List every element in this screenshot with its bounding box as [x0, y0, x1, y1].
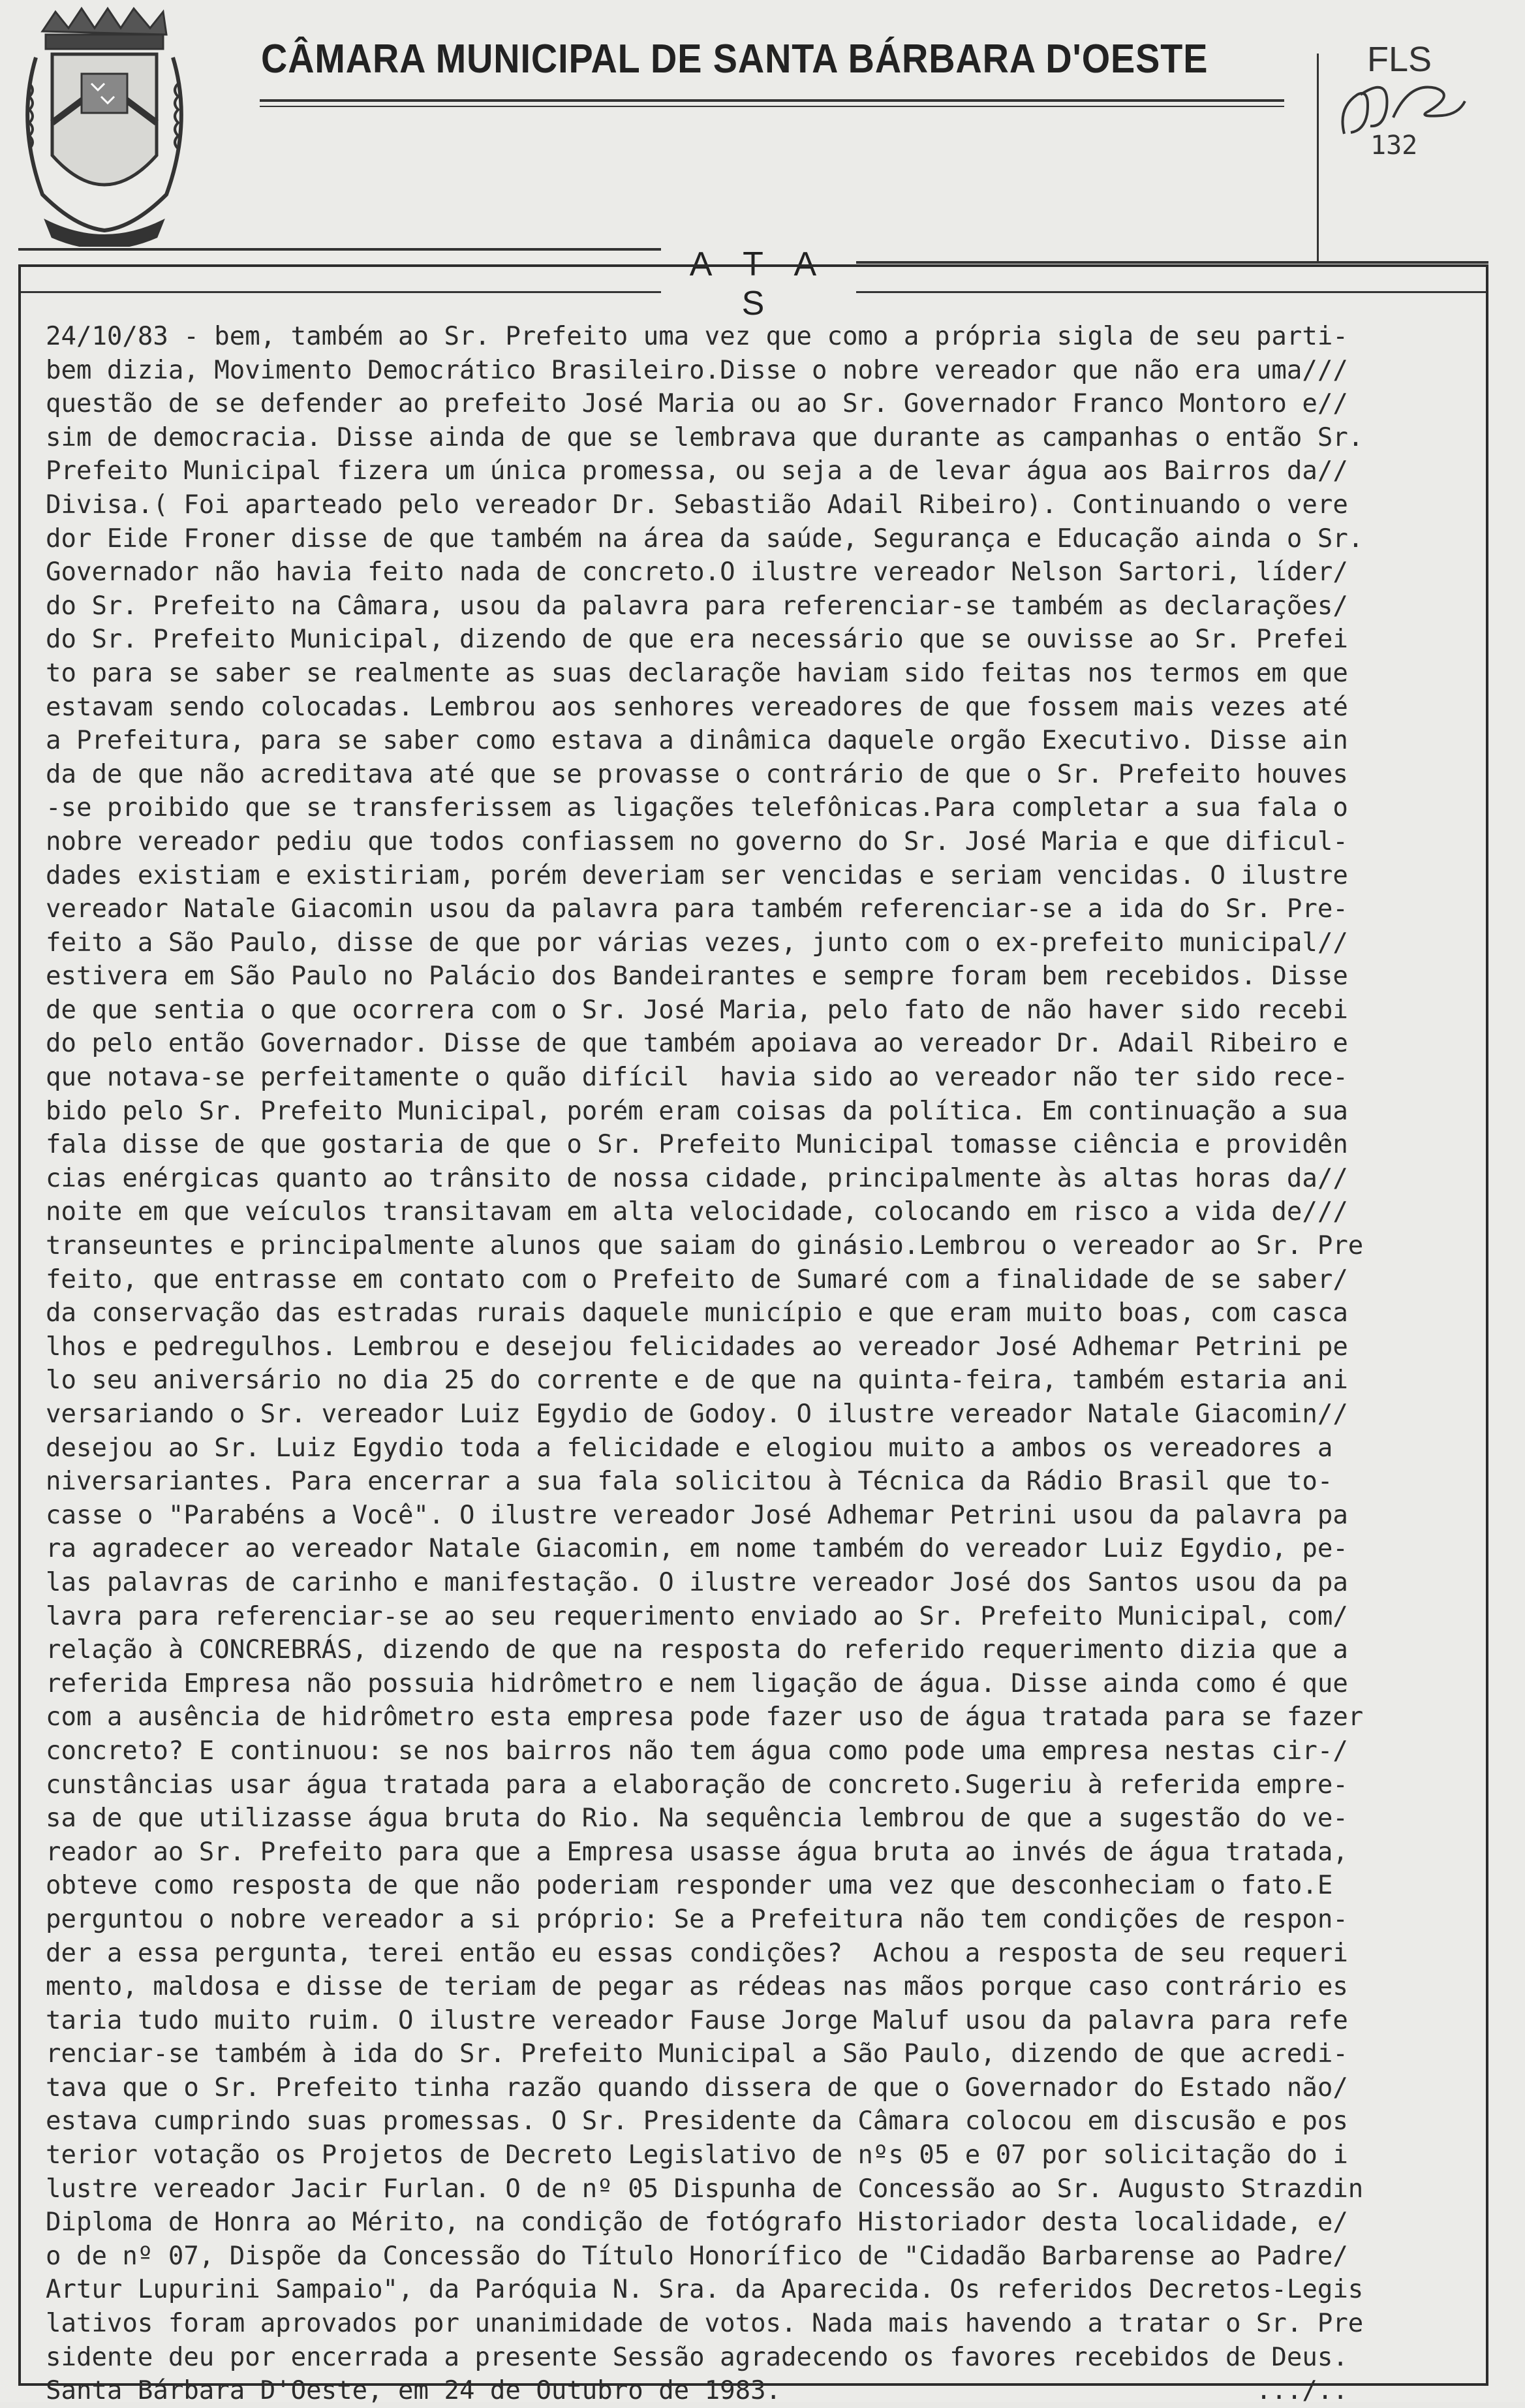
text-line: transeuntes e principalmente alunos que saiam do ginásio.Lembrou o vereador ao Sr. Pre [46, 1231, 1364, 1261]
text-line: niversariantes. Para encerrar a sua fala solicitou à Técnica da Rádio Brasil que to- [46, 1467, 1333, 1497]
text-line: o de nº 07, Dispõe da Concessão do Título Honorífico de "Cidadão Barbarense ao Padre/ [46, 2241, 1348, 2271]
text-line: lo seu aniversário no dia 25 do corrente e de que na quinta-feira, também estaria ani [46, 1366, 1348, 1396]
text-line: feito a São Paulo, disse de que por várias vezes, junto com o ex-prefeito municipal// [46, 928, 1348, 958]
text-line: sidente deu por encerrada a presente Sessão agradecendo os favores recebidos de Deus. [46, 2342, 1348, 2372]
text-line: Prefeito Municipal fizera um única promessa, ou seja a de levar água aos Bairros da// [46, 456, 1348, 486]
text-line: referida Empresa não possuia hidrômetro e nem ligação de água. Disse ainda como é que [46, 1668, 1348, 1698]
text-line: da de que não acreditava até que se provasse o contrário de que o Sr. Prefeito houves [46, 759, 1348, 789]
text-line: Divisa.( Foi aparteado pelo vereador Dr. Sebastião Adail Ribeiro). Continuando o vere [46, 490, 1348, 520]
text-line: de que sentia o que ocorrera com o Sr. José Maria, pelo fato de não haver sido recebi [46, 995, 1348, 1025]
text-line: dades existiam e existiriam, porém deveriam ser vencidas e seriam vencidas. O ilustre [46, 860, 1348, 890]
text-line: do Sr. Prefeito na Câmara, usou da palavra para referenciar-se também as declarações/ [46, 591, 1348, 621]
header-divider [1317, 54, 1319, 261]
text-line: Governador não havia feito nada de concreto.O ilustre vereador Nelson Sartori, líder/ [46, 557, 1348, 587]
text-line: desejou ao Sr. Luiz Egydio toda a felicidade e elogiou muito a ambos os vereadores a [46, 1433, 1333, 1463]
text-line: estavam sendo colocadas. Lembrou aos senhores vereadores de que fossem mais vezes até [46, 692, 1348, 722]
text-line: questão de se defender ao prefeito José Maria ou ao Sr. Governador Franco Montoro e// [46, 389, 1348, 419]
text-line: lativos foram aprovados por unanimidade de votos. Nada mais havendo a tratar o Sr. Pre [46, 2309, 1364, 2339]
text-line: lhos e pedregulhos. Lembrou e desejou felicidades ao vereador José Adhemar Petrini pe [46, 1332, 1348, 1362]
text-line: Diploma de Honra ao Mérito, na condição de fotógrafo Historiador desta localidade, e/ [46, 2208, 1348, 2238]
text-line: terior votação os Projetos de Decreto Legislativo de nºs 05 e 07 por solicitação do i [46, 2140, 1348, 2170]
section-rule-left [18, 248, 661, 251]
text-line: reador ao Sr. Prefeito para que a Empresa usasse água bruta ao invés de água tratada, [46, 1837, 1348, 1867]
text-line: noite em que veículos transitavam em alta velocidade, colocando em risco a vida de/// [46, 1197, 1348, 1227]
text-line: 24/10/83 - bem, também ao Sr. Prefeito uma vez que como a própria sigla de seu parti- [46, 322, 1348, 351]
text-line: do Sr. Prefeito Municipal, dizendo de que era necessário que se ouvisse ao Sr. Prefei [46, 625, 1348, 655]
text-line: lavra para referenciar-se ao seu requerimento enviado ao Sr. Prefeito Municipal, com/ [46, 1601, 1348, 1631]
text-line: ra agradecer ao vereador Natale Giacomin, em nome também do vereador Luiz Egydio, pe- [46, 1534, 1348, 1564]
text-line: a Prefeitura, para se saber como estava a dinâmica daquele orgão Executivo. Disse ain [46, 726, 1348, 756]
text-line: nobre vereador pediu que todos confiassem no governo do Sr. José Maria e que dificul- [46, 826, 1348, 856]
text-line: fala disse de que gostaria de que o Sr. Prefeito Municipal tomasse ciência e providên [46, 1130, 1348, 1160]
text-line: com a ausência de hidrômetro esta empresa pode fazer uso de água tratada para se fazer [46, 1702, 1364, 1732]
text-line: perguntou o nobre vereador a si próprio: Se a Prefeitura não tem condições de respon- [46, 1904, 1348, 1934]
text-line: sim de democracia. Disse ainda de que se lembrava que durante as campanhas o então Sr. [46, 422, 1364, 452]
section-title: A T A S [689, 245, 829, 322]
page-number: 132 [1370, 131, 1418, 161]
text-line: versariando o Sr. vereador Luiz Egydio de Godoy. O ilustre vereador Natale Giacomin// [46, 1399, 1348, 1429]
text-line: renciar-se também à ida do Sr. Prefeito Municipal a São Paulo, dizendo de que acredi- [46, 2039, 1348, 2069]
text-line: estava cumprindo suas promessas. O Sr. Presidente da Câmara colocou em discusão e pos [46, 2106, 1348, 2136]
text-line: bem dizia, Movimento Democrático Brasileiro.Disse o nobre vereador que não era uma/// [46, 355, 1348, 385]
text-line: lustre vereador Jacir Furlan. O de nº 05 Dispunha de Concessão ao Sr. Augusto Strazdin [46, 2174, 1364, 2204]
text-line: mento, maldosa e disse de teriam de pegar as rédeas nas mãos porque caso contrário es [46, 1972, 1348, 2002]
text-line: to para se saber se realmente as suas declaraçõe haviam sido feitas nos termos em que [46, 658, 1348, 688]
text-line: sa de que utilizasse água bruta do Rio. Na sequência lembrou de que a sugestão do ve- [46, 1804, 1348, 1834]
text-line: vereador Natale Giacomin usou da palavra para também referenciar-se a ida do Sr. Pre- [46, 894, 1348, 924]
text-line: dor Eide Froner disse de que também na área da saúde, Segurança e Educação ainda o Sr. [46, 524, 1364, 554]
municipal-coat-of-arms [16, 5, 189, 247]
text-line: da conservação das estradas rurais daquele município e que eram muito boas, com casca [46, 1298, 1348, 1328]
text-line: Santa Bárbara D'Oeste, em 24 de Outubro de 1983. .../.. [46, 2376, 1348, 2406]
text-line: estivera em São Paulo no Palácio dos Bandeirantes e sempre foram bem recebidos. Disse [46, 962, 1348, 992]
header-rule-thin [260, 106, 1284, 107]
text-line: cunstâncias usar água tratada para a elaboração de concreto.Sugeriu à referida empre- [46, 1770, 1348, 1800]
text-line: obteve como resposta de que não poderiam responder uma vez que desconheciam o fato.E [46, 1871, 1333, 1901]
text-line: que notava-se perfeitamente o quão difícil havia sido ao vereador não ter sido rece- [46, 1063, 1348, 1093]
text-line: cias enérgicas quanto ao trânsito de nossa cidade, principalmente às altas horas da// [46, 1163, 1348, 1193]
text-line: relação à CONCREBRÁS, dizendo de que na resposta do referido requerimento dizia que a [46, 1635, 1348, 1665]
text-line: feito, que entrasse em contato com o Prefeito de Sumaré com a finalidade de se saber/ [46, 1264, 1348, 1294]
header-title: CÂMARA MUNICIPAL DE SANTA BÁRBARA D'OESTE [261, 37, 1209, 82]
header-rule [260, 99, 1284, 102]
text-line: tava que o Sr. Prefeito tinha razão quando dissera de que o Governador do Estado não/ [46, 2072, 1348, 2103]
text-line: taria tudo muito ruim. O ilustre vereador Fause Jorge Maluf usou da palavra para refe [46, 2005, 1348, 2035]
text-line: do pelo então Governador. Disse de que também apoiava ao vereador Dr. Adail Ribeiro e [46, 1029, 1348, 1059]
text-line: casse o "Parabéns a Você". O ilustre vereador José Adhemar Petrini usou da palavra pa [46, 1500, 1348, 1530]
text-line: Artur Lupurini Sampaio", da Paróquia N. Sra. da Aparecida. Os referidos Decretos-Legis [46, 2275, 1364, 2305]
section-rule-right [856, 261, 1488, 264]
text-line: concreto? E continuou: se nos bairros não tem água como pode uma empresa nestas cir-/ [46, 1736, 1348, 1766]
fls-label: FLS [1367, 40, 1432, 79]
text-line: las palavras de carinho e manifestação. O ilustre vereador José dos Santos usou da pa [46, 1567, 1348, 1597]
text-line: -se proibido que se transferissem as ligações telefônicas.Para completar a sua fala o [46, 793, 1348, 823]
text-line: bido pelo Sr. Prefeito Municipal, porém eram coisas da política. Em continuação a sua [46, 1096, 1348, 1126]
text-line: der a essa pergunta, terei então eu essas condições? Achou a resposta de seu requeri [46, 1938, 1348, 1968]
minutes-text [46, 320, 1481, 2408]
